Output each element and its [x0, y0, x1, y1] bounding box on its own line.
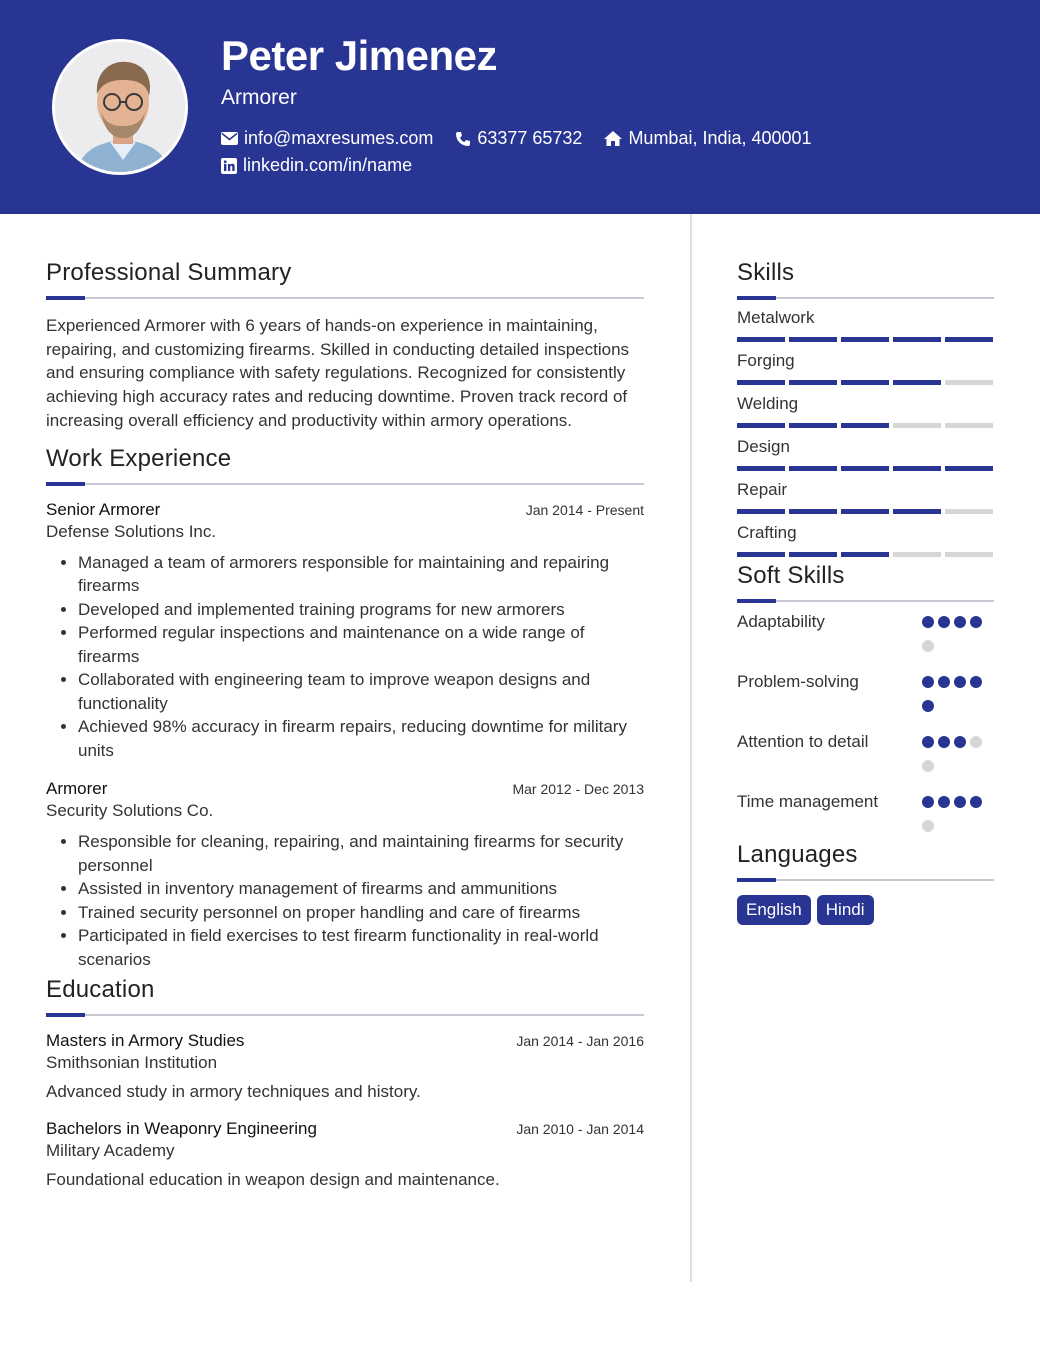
- skill-name: Repair: [737, 480, 788, 499]
- section-rule: [737, 879, 994, 881]
- skill-level-segment: [789, 380, 837, 385]
- contact-row: [221, 155, 434, 176]
- skill-item: [737, 392, 994, 428]
- list-item: • Collaborated with engineering team to improve weapon designs and functionality: [78, 668, 644, 715]
- summary-text: Experienced Armorer with 6 years of hands-on experience in maintaining, repairing, and customizing firearms. Skilled in conducting detailed inspections and ensuring compliance with safety regulations. Recognized for consistently achieving high accuracy rates and reducing downtime. Proven track record of increasing overall efficiency and productivity within armory operations.: [46, 316, 630, 430]
- skill-level-segment: [945, 552, 993, 557]
- language-badge: Hindi: [817, 895, 874, 925]
- skill-level-segment: [893, 380, 941, 385]
- skill-name: Crafting: [737, 523, 797, 542]
- contact-email[interactable]: [221, 128, 433, 149]
- list-item: • Performed regular inspections and maintenance on a wide range of firearms: [78, 621, 644, 668]
- list-item: • Achieved 98% accuracy in firearm repairs, reducing downtime for military units: [78, 715, 644, 762]
- list-item: • Developed and implemented training programs for new armorers: [78, 598, 644, 622]
- skills-heading: Skills: [737, 259, 795, 286]
- phone-icon: [455, 131, 471, 147]
- skill-level-bar: [737, 466, 994, 471]
- rating-dot: [954, 616, 966, 628]
- skill-level-segment: [893, 509, 941, 514]
- email-icon: [221, 132, 238, 145]
- contact-location: [604, 128, 811, 149]
- soft-skill-name: Problem-solving: [737, 672, 859, 691]
- rating-dot: [970, 676, 982, 688]
- languages-list: [737, 895, 994, 925]
- rating-dot: [970, 736, 982, 748]
- skill-level-segment: [841, 337, 889, 342]
- skill-level-bar: [737, 552, 994, 557]
- rating-dot: [922, 796, 934, 808]
- rating-dot: [922, 616, 934, 628]
- skill-level-segment: [945, 466, 993, 471]
- education-dates: Jan 2014 - Jan 2016: [516, 1033, 644, 1050]
- skill-name: Forging: [737, 351, 795, 370]
- list-item: • Managed a team of armorers responsible for maintaining and repairing firearms: [78, 551, 644, 598]
- degree-title: Bachelors in Weaponry Engineering: [46, 1119, 317, 1139]
- soft-skill-rating: [922, 790, 994, 844]
- section-rule: [737, 600, 994, 602]
- contact-phone[interactable]: [455, 128, 582, 149]
- skill-level-segment: [737, 509, 785, 514]
- skill-level-segment: [841, 509, 889, 514]
- skill-level-segment: [945, 509, 993, 514]
- linkedin-text: linkedin.com/in/name: [243, 155, 413, 175]
- skill-item: [737, 478, 994, 514]
- soft-skills-heading: Soft Skills: [737, 562, 845, 589]
- skill-level-segment: [789, 337, 837, 342]
- skill-level-segment: [841, 423, 889, 428]
- job-entry: [46, 779, 644, 971]
- skill-level-segment: [737, 337, 785, 342]
- education-description: Foundational education in weapon design and maintenance.: [46, 1170, 500, 1190]
- education-entry: [46, 1119, 644, 1190]
- school-name: Smithsonian Institution: [46, 1053, 218, 1073]
- skill-item: [737, 435, 994, 471]
- skill-level-segment: [893, 466, 941, 471]
- list-item: • Trained security personnel on proper handling and care of firearms: [78, 901, 644, 925]
- rating-dot: [922, 640, 934, 652]
- list-item: • Responsible for cleaning, repairing, and maintaining firearms for security personnel: [78, 830, 644, 877]
- languages-heading: Languages: [737, 841, 858, 868]
- skill-level-segment: [737, 380, 785, 385]
- soft-skill-item: [737, 730, 994, 784]
- rating-dot: [938, 736, 950, 748]
- skill-level-bar: [737, 380, 994, 385]
- education-heading: Education: [46, 976, 155, 1004]
- skill-level-bar: [737, 423, 994, 428]
- candidate-name: Peter Jimenez: [221, 32, 497, 79]
- job-title: Armorer: [46, 779, 108, 799]
- section-rule: [46, 1014, 644, 1016]
- education-description: Advanced study in armory techniques and history.: [46, 1082, 421, 1102]
- education-entry: [46, 1031, 644, 1102]
- soft-skill-rating: [922, 730, 994, 784]
- rating-dot: [938, 616, 950, 628]
- section-rule: [46, 483, 644, 485]
- skill-level-segment: [841, 552, 889, 557]
- list-item: • Assisted in inventory management of firearms and ammunitions: [78, 877, 644, 901]
- skill-level-segment: [789, 423, 837, 428]
- soft-skills-list: [737, 610, 994, 844]
- rating-dot: [922, 700, 934, 712]
- rating-dot: [954, 736, 966, 748]
- soft-skill-item: [737, 670, 994, 724]
- language-badge: English: [737, 895, 811, 925]
- summary-heading: Professional Summary: [46, 259, 292, 286]
- school-name: Military Academy: [46, 1141, 175, 1161]
- section-rule: [737, 297, 994, 299]
- location-text: Mumbai, India, 400001: [628, 128, 812, 148]
- skill-level-segment: [841, 380, 889, 385]
- skill-item: [737, 306, 994, 342]
- rating-dot: [970, 796, 982, 808]
- skill-level-segment: [945, 380, 993, 385]
- resume-header: [0, 0, 1040, 214]
- rating-dot: [922, 820, 934, 832]
- rating-dot: [954, 676, 966, 688]
- experience-heading: Work Experience: [46, 444, 232, 472]
- skill-level-segment: [789, 509, 837, 514]
- soft-skill-rating: [922, 670, 994, 724]
- skill-level-segment: [893, 337, 941, 342]
- profile-photo: [52, 39, 188, 175]
- section-rule: [46, 297, 644, 299]
- soft-skill-name: Adaptability: [737, 612, 825, 631]
- job-dates: Jan 2014 - Present: [525, 501, 644, 518]
- sidebar-column: [737, 258, 994, 925]
- skill-level-bar: [737, 337, 994, 342]
- phone-text: 63377 65732: [477, 128, 583, 148]
- skill-item: [737, 521, 994, 557]
- candidate-title: Armorer: [221, 86, 297, 109]
- skill-level-segment: [737, 423, 785, 428]
- company-name: Security Solutions Co.: [46, 801, 214, 821]
- skill-level-segment: [893, 423, 941, 428]
- main-column: [46, 258, 644, 1190]
- skill-level-segment: [893, 552, 941, 557]
- skill-level-bar: [737, 509, 994, 514]
- rating-dot: [970, 616, 982, 628]
- job-bullets: [46, 830, 644, 971]
- soft-skill-item: [737, 790, 994, 844]
- rating-dot: [938, 796, 950, 808]
- skill-item: [737, 349, 994, 385]
- job-dates: Mar 2012 - Dec 2013: [512, 781, 644, 798]
- soft-skill-rating: [922, 610, 994, 664]
- column-divider: [690, 214, 692, 1282]
- job-title: Senior Armorer: [46, 499, 161, 519]
- contact-linkedin[interactable]: [221, 155, 412, 176]
- soft-skill-item: [737, 610, 994, 664]
- soft-skill-name: Attention to detail: [737, 732, 869, 751]
- job-bullets: [46, 551, 644, 763]
- linkedin-icon: [221, 158, 237, 174]
- skill-level-segment: [737, 466, 785, 471]
- rating-dot: [954, 796, 966, 808]
- skill-level-segment: [945, 337, 993, 342]
- rating-dot: [922, 736, 934, 748]
- soft-skill-name: Time management: [737, 792, 879, 811]
- contact-row: [221, 128, 834, 149]
- skill-level-segment: [789, 466, 837, 471]
- skill-name: Design: [737, 437, 790, 456]
- skill-level-segment: [789, 552, 837, 557]
- rating-dot: [922, 676, 934, 688]
- email-text: info@maxresumes.com: [244, 128, 434, 148]
- education-dates: Jan 2010 - Jan 2014: [516, 1121, 644, 1138]
- home-icon: [604, 131, 622, 146]
- company-name: Defense Solutions Inc.: [46, 521, 217, 541]
- degree-title: Masters in Armory Studies: [46, 1031, 245, 1051]
- skill-level-segment: [945, 423, 993, 428]
- skill-level-segment: [841, 466, 889, 471]
- rating-dot: [938, 676, 950, 688]
- job-entry: [46, 500, 644, 763]
- skill-name: Welding: [737, 394, 799, 413]
- skill-level-segment: [737, 552, 785, 557]
- skill-name: Metalwork: [737, 308, 815, 327]
- person-portrait-icon: [55, 42, 188, 175]
- skills-list: [737, 306, 994, 557]
- rating-dot: [922, 760, 934, 772]
- list-item: • Participated in field exercises to test firearm functionality in real-world scenarios: [78, 924, 644, 971]
